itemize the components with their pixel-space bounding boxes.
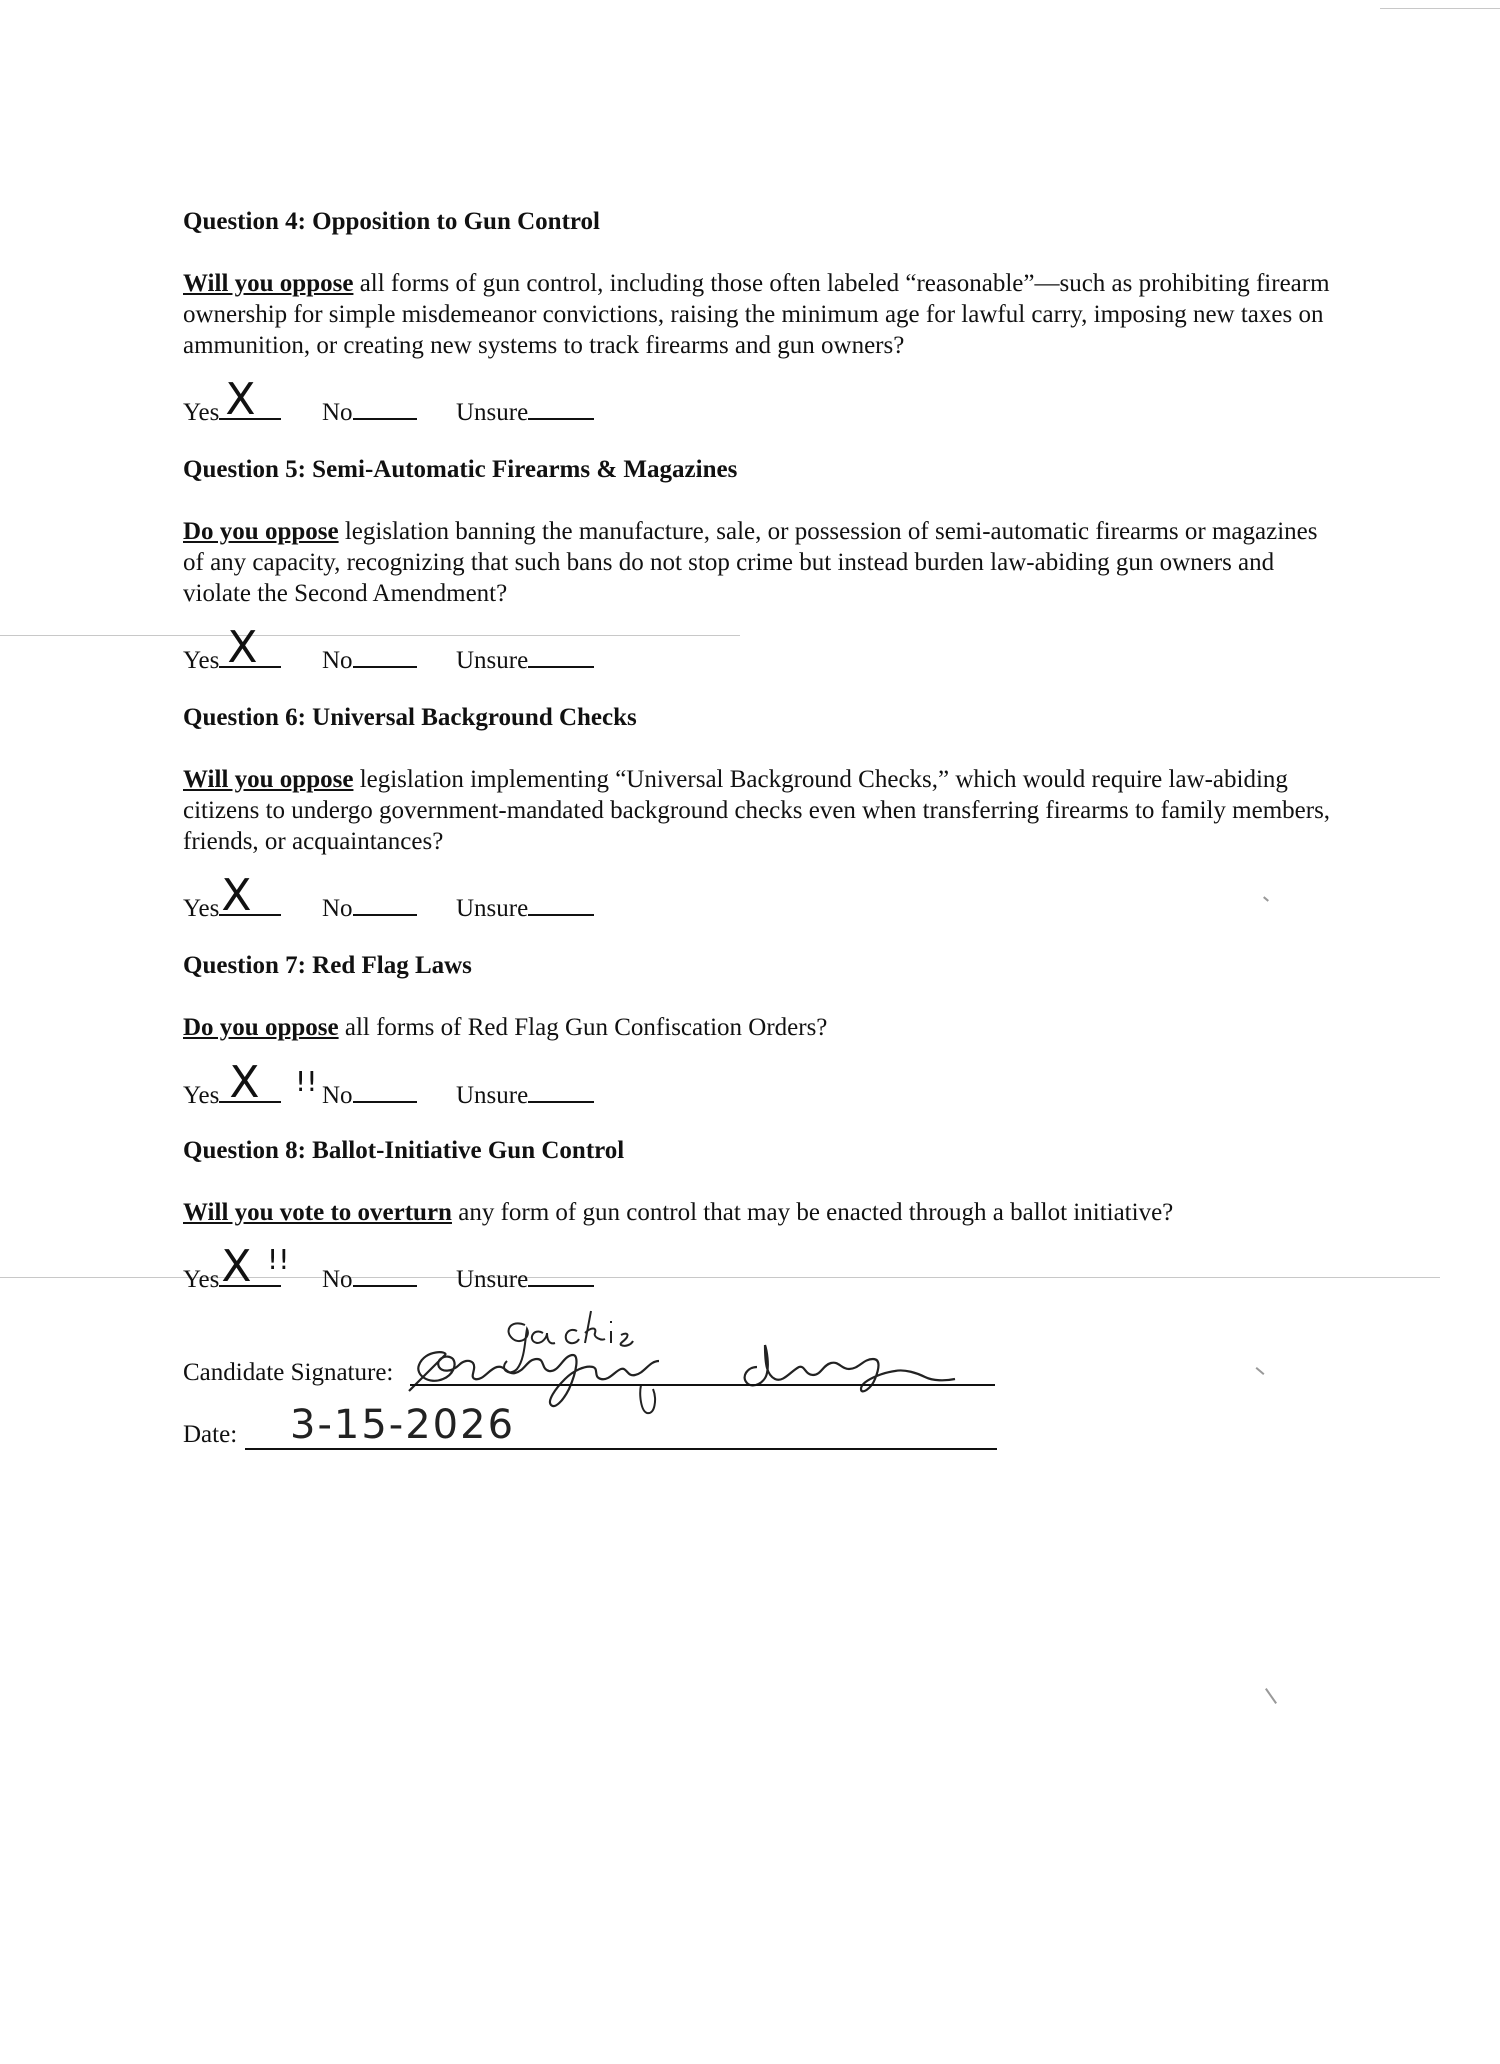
exclamation-mark: !! <box>295 1065 318 1098</box>
question-5-text <box>183 516 1333 609</box>
question-6-body: legislation implementing “Universal Background Checks,” which would require law-abiding citizens to undergo government-mandated background checks even when transferring firearms to family members, friends, or acquaintances? <box>183 766 1331 855</box>
question-7-body: all forms of Red Flag Gun Confiscation Orders? <box>338 1014 828 1041</box>
date-line <box>245 1448 997 1450</box>
question-8-body: any form of gun control that may be enacted through a ballot initiative? <box>451 1199 1174 1226</box>
question-6-text <box>183 764 1333 857</box>
question-7-option-unsure[interactable]: Unsure <box>456 1077 594 1110</box>
handwritten-signature <box>405 1305 975 1415</box>
question-7-option-yes[interactable]: Yes X !! <box>183 1057 318 1109</box>
question-4-title: Question 4: Opposition to Gun Control <box>183 208 600 235</box>
question-6-option-yes[interactable]: Yes X <box>183 890 281 923</box>
question-6-option-no[interactable]: No <box>322 890 417 923</box>
question-4-text <box>183 268 1333 361</box>
question-5-option-unsure[interactable]: Unsure <box>456 642 594 675</box>
scan-artifact-speck <box>1265 1688 1277 1704</box>
signature-line <box>410 1384 995 1386</box>
question-4-option-unsure[interactable]: Unsure <box>456 394 594 427</box>
question-7-option-no[interactable]: No <box>322 1077 417 1110</box>
question-5-answers <box>183 622 983 676</box>
scan-artifact-line <box>0 635 740 636</box>
question-7-answers <box>183 1057 983 1111</box>
question-8-title: Question 8: Ballot-Initiative Gun Control <box>183 1137 625 1164</box>
question-5-option-no[interactable]: No <box>322 642 417 675</box>
question-4-lead: Will you oppose <box>183 270 354 297</box>
scan-artifact-line <box>1380 8 1500 9</box>
checkmark-x-icon: X <box>225 374 256 425</box>
question-6-lead: Will you oppose <box>183 766 354 793</box>
question-8-text <box>183 1197 1333 1228</box>
question-8-option-unsure[interactable]: Unsure <box>456 1261 594 1294</box>
question-8-option-no[interactable]: No <box>322 1261 417 1294</box>
checkmark-x-icon: X <box>221 1241 252 1292</box>
question-6-title: Question 6: Universal Background Checks <box>183 704 637 731</box>
question-4-answers <box>183 374 983 428</box>
question-5-lead: Do you oppose <box>183 518 339 545</box>
question-5-title: Question 5: Semi-Automatic Firearms & Magazines <box>183 456 738 483</box>
question-5-option-yes[interactable]: Yes X <box>183 642 281 675</box>
question-8-option-yes[interactable]: Yes X !! <box>183 1241 290 1293</box>
signature-label: Candidate Signature: <box>183 1359 394 1386</box>
question-7-title: Question 7: Red Flag Laws <box>183 952 472 979</box>
question-5-body: legislation banning the manufacture, sale, or possession of semi-automatic firearms or magazines of any capacity, recognizing that such bans do not stop crime but instead burden law-abiding gun owners and violate the Second Amendment? <box>183 518 1318 607</box>
question-4-option-yes[interactable]: Yes X <box>183 394 281 427</box>
scan-artifact-speck <box>1263 896 1269 901</box>
question-4-body: all forms of gun control, including those often labeled “reasonable”—such as prohibiting firearm ownership for simple misdemeanor convictions, raising the minimum age for lawful carry, imposing new taxes on ammunition, or creating new systems to track firearms and gun owners? <box>183 270 1330 359</box>
question-6-answers <box>183 870 983 924</box>
checkmark-x-icon: X <box>221 870 252 921</box>
question-8-answers <box>183 1241 983 1295</box>
handwritten-date: 3-15-2026 <box>290 1402 516 1448</box>
question-4-option-no[interactable]: No <box>322 394 417 427</box>
question-7-text <box>183 1012 1333 1043</box>
checkmark-x-icon: X <box>229 1057 260 1108</box>
scan-artifact-speck <box>1256 1367 1265 1375</box>
question-7-lead: Do you oppose <box>183 1014 339 1041</box>
question-8-lead: Will you vote to overturn <box>183 1199 452 1226</box>
checkmark-x-icon: X <box>227 622 258 673</box>
date-label: Date: <box>183 1421 238 1448</box>
exclamation-mark: !! <box>267 1243 290 1276</box>
question-6-option-unsure[interactable]: Unsure <box>456 890 594 923</box>
